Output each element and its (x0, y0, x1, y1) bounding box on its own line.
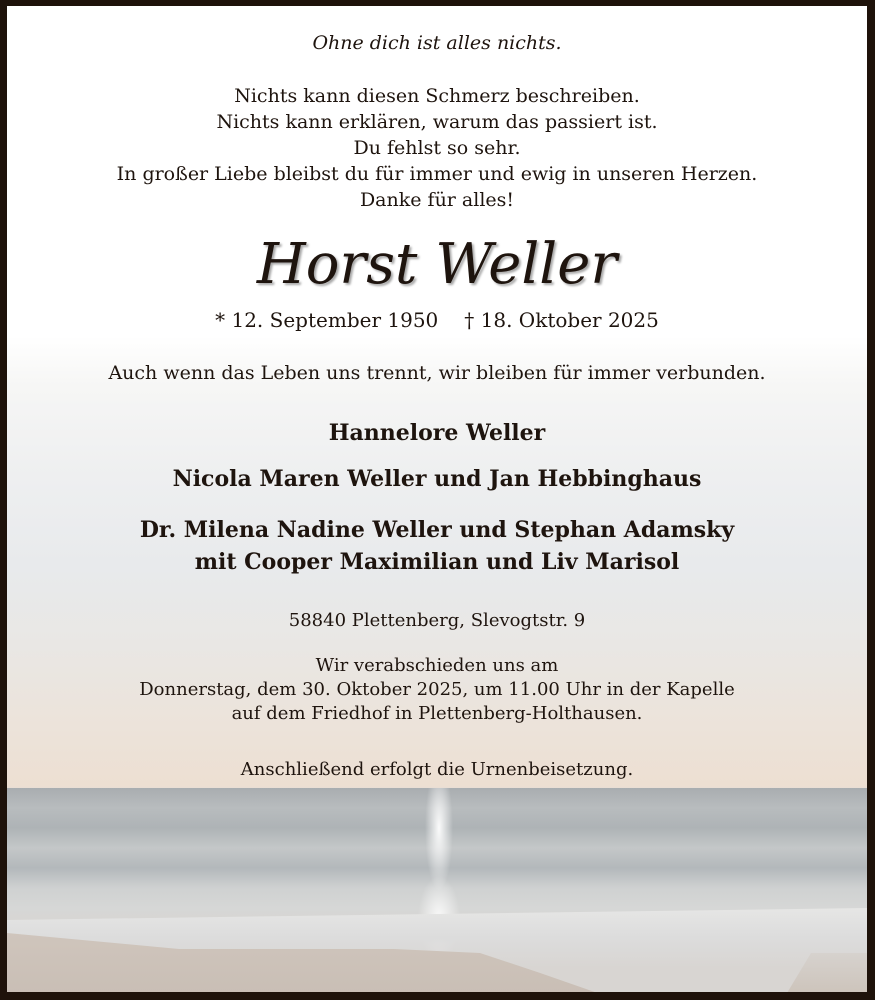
beach-sunset-image (7, 788, 867, 992)
family-member: mit Cooper Maximilian und Liv Marisol (194, 549, 680, 575)
service-line: auf dem Friedhof in Plettenberg-Holthausen. (231, 703, 643, 724)
poem-line: Du fehlst so sehr. (353, 137, 521, 159)
service-line: Wir verabschieden uns am (315, 655, 559, 676)
verse: Auch wenn das Leben uns trennt, wir bleiben für immer verbunden. (108, 362, 766, 384)
poem-line: Nichts kann diesen Schmerz beschreiben. (234, 85, 640, 107)
life-dates (7, 308, 867, 332)
burial-info: Anschließend erfolgt die Urnenbeisetzung. (240, 759, 634, 780)
obituary-card (7, 6, 867, 992)
deceased-name: Horst Weller (256, 232, 618, 297)
service-info (7, 654, 867, 726)
poem-line: Danke für alles! (359, 189, 515, 211)
family-member: Nicola Maren Weller und Jan Hebbinghaus (172, 466, 702, 492)
family-member-group (7, 514, 867, 578)
death-date: † 18. Oktober 2025 (464, 308, 659, 332)
service-line: Donnerstag, dem 30. Oktober 2025, um 11.00 Uhr in der Kapelle (139, 679, 735, 700)
poem (7, 83, 867, 213)
family-member: Dr. Milena Nadine Weller und Stephan Adamsky (139, 517, 735, 543)
motto: Ohne dich ist alles nichts. (312, 32, 562, 54)
poem-line: In großer Liebe bleibst du für immer und ewig in unseren Herzen. (116, 163, 758, 185)
family-member: Hannelore Weller (328, 420, 546, 446)
poem-line: Nichts kann erklären, warum das passiert ist. (216, 111, 658, 133)
address: 58840 Plettenberg, Slevogtstr. 9 (288, 610, 586, 631)
birth-date: * 12. September 1950 (215, 308, 439, 332)
